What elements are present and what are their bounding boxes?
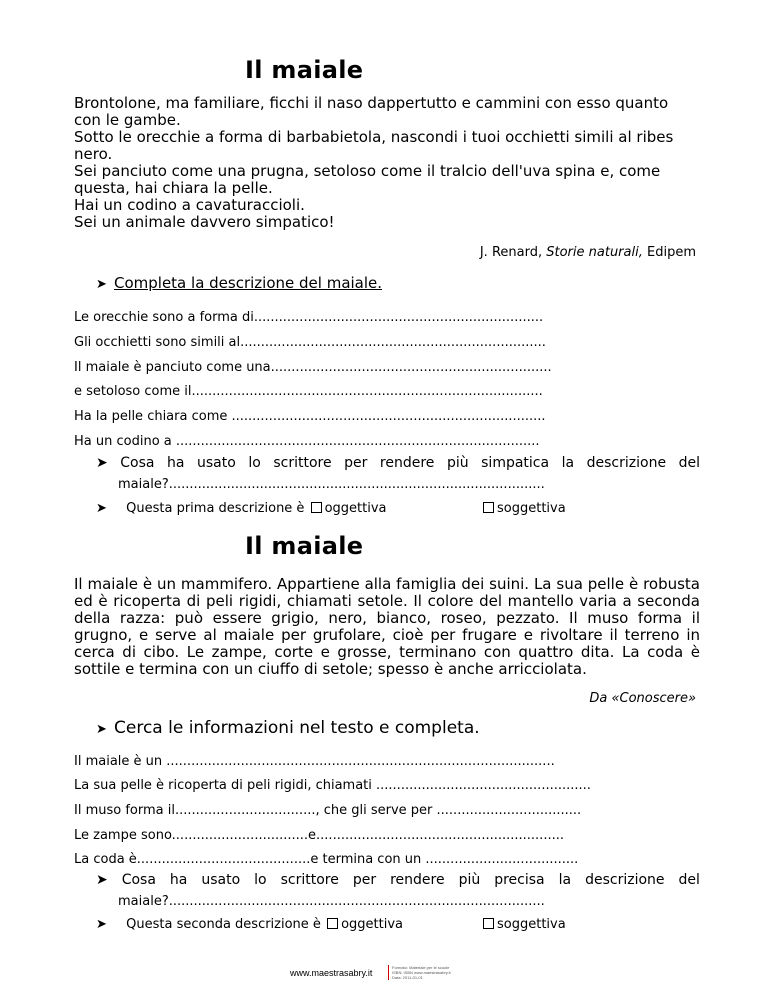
- arrowhead-bullet-icon: ➤: [96, 277, 107, 292]
- question-line: ➤ Cosa ha usato lo scrittore per rendere più simpatica la descrizione del: [96, 455, 700, 471]
- fill-line: Ha la pelle chiara come ............................................................................: [74, 409, 546, 424]
- fill-line: e setoloso come il.....................................................................................: [74, 384, 543, 399]
- fill-line: La sua pelle è ricoperta di peli rigidi, chiamati ....................................................: [74, 778, 591, 793]
- prose-text: Il maiale è un mammifero. Appartiene alla famiglia dei suini. La sua pelle è robusta ed è ricoperta di peli rigidi, chiamati setole. Il colore del mantello varia a seconda della razza: può essere grigio, nero, bianco, roseo, pezzato. Il muso forma il grugno, e serve al maiale per grufolare, cioè per frugare e rivoltare il terreno in cerca di cibo. Le zampe, corte e grosse, terminano con quattro dita. La coda è sottile e termina con un ciuffo di setole; spesso è anche arricciolata.: [74, 575, 700, 678]
- prose-citation: Da «Conoscere»: [589, 691, 696, 706]
- choice-row-2: [96, 917, 700, 932]
- poem-text: [74, 95, 704, 231]
- arrowhead-bullet-icon: ➤: [96, 917, 107, 932]
- task-heading-2: [96, 718, 480, 738]
- fill-line: La coda è..........................................e termina con un .....................................: [74, 852, 579, 867]
- question-answer-line: maiale?...........................................................................................: [118, 477, 545, 492]
- citation-work: Storie naturali,: [546, 245, 643, 260]
- task-text: Completa la descrizione del maiale.: [114, 274, 383, 292]
- poem-line: questa, hai chiara la pelle.: [74, 179, 273, 197]
- fill-line: Le zampe sono.................................e............................................................: [74, 828, 564, 843]
- choice-soggettiva: soggettiva: [497, 917, 566, 932]
- citation-author: J. Renard,: [479, 245, 543, 260]
- fill-line: Gli occhietti sono simili al..........................................................................: [74, 335, 546, 350]
- choice-oggettiva: oggettiva: [324, 501, 387, 516]
- empty-checkbox-icon[interactable]: [327, 918, 338, 929]
- fill-line: Ha un codino a ........................................................................................: [74, 434, 540, 449]
- poem-line: Hai un codino a cavaturaccioli.: [74, 196, 305, 214]
- citation-publisher: Edipem: [647, 245, 696, 260]
- task-heading-1: [96, 274, 382, 292]
- arrowhead-bullet-icon: ➤: [96, 722, 107, 737]
- choice-row-1: [96, 501, 700, 516]
- poem-line: Brontolone, ma familiare, ficchi il naso dappertutto e cammini con esso quanto: [74, 94, 669, 112]
- question-line: ➤ Cosa ha usato lo scrittore per rendere più precisa la descrizione del: [96, 872, 700, 888]
- empty-checkbox-icon[interactable]: [483, 502, 494, 513]
- section2-title: Il maiale: [245, 532, 364, 560]
- choice-prefix: Questa seconda descrizione è: [126, 917, 321, 932]
- poem-line: Sotto le orecchie a forma di barbabietola, nascondi i tuoi occhietti simili al ribes: [74, 128, 674, 146]
- poem-line: Sei un animale davvero simpatico!: [74, 213, 335, 231]
- fill-line: Le orecchie sono a forma di......................................................................: [74, 310, 544, 325]
- fill-line: Il maiale è un ..............................................................................................: [74, 754, 555, 769]
- choice-prefix: Questa prima descrizione è: [126, 501, 305, 516]
- arrowhead-bullet-icon: ➤: [96, 872, 108, 888]
- poem-line: Sei panciuto come una prugna, setoloso come il tralcio dell'uva spina e, come: [74, 162, 661, 180]
- poem-citation: [480, 245, 696, 260]
- empty-checkbox-icon[interactable]: [483, 918, 494, 929]
- question-2: [96, 872, 700, 909]
- poem-line: con le gambe.: [74, 111, 181, 129]
- empty-checkbox-icon[interactable]: [311, 502, 322, 513]
- choice-oggettiva: oggettiva: [341, 917, 403, 932]
- arrowhead-bullet-icon: ➤: [96, 455, 108, 471]
- fill-line: Il maiale è panciuto come una....................................................................: [74, 360, 552, 375]
- fill-line: Il muso forma il.................................., che gli serve per ...................................: [74, 803, 582, 818]
- task-text: Cerca le informazioni nel testo e completa.: [114, 718, 480, 738]
- footer-site: www.maestrasabry.it: [290, 968, 373, 978]
- choice-soggettiva: soggettiva: [497, 501, 566, 516]
- footer-info: Formato: Materiale per le scuole ISBN: ISBN www.maestrasabry.it Data: 2011-01-01: [388, 965, 451, 980]
- question-answer-line: maiale?...........................................................................................: [118, 894, 545, 909]
- section1-title: Il maiale: [245, 56, 364, 84]
- poem-line: nero.: [74, 145, 113, 163]
- arrowhead-bullet-icon: ➤: [96, 501, 107, 516]
- question-1: [96, 455, 700, 492]
